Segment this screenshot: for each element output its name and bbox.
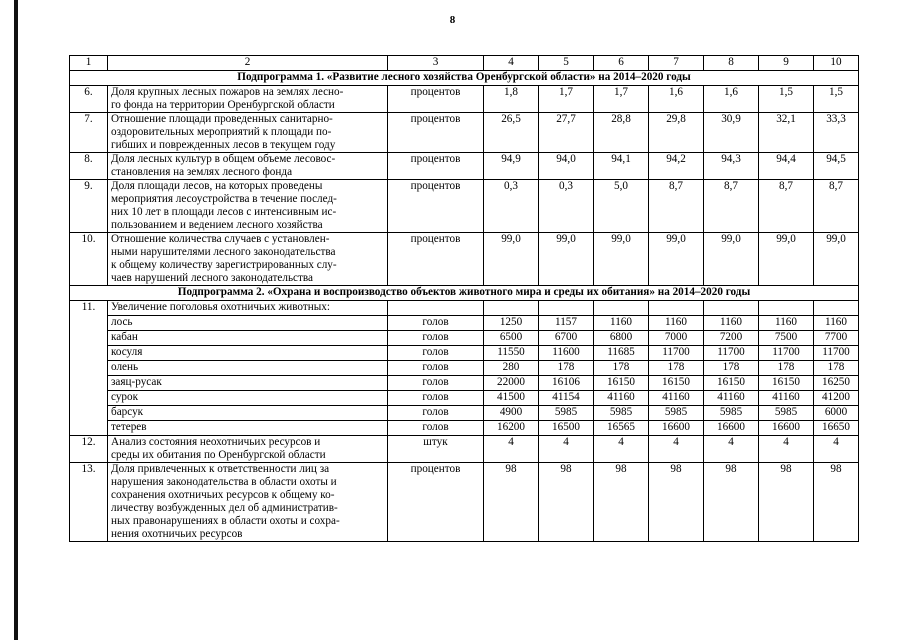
value-cell: 8,7 [649, 180, 704, 233]
value-cell: 5985 [759, 406, 814, 421]
value-cell: 178 [759, 361, 814, 376]
column-number-row [70, 56, 859, 71]
unit-cell: голов [388, 391, 484, 406]
value-cell: 1,7 [594, 86, 649, 113]
value-cell: 5985 [649, 406, 704, 421]
value-cell: 5985 [539, 406, 594, 421]
value-cell: 1160 [704, 316, 759, 331]
text-line: становления на землях лесного фонда [111, 166, 293, 178]
table-row [70, 301, 859, 316]
value-cell: 8,7 [759, 180, 814, 233]
value-cell: 11700 [814, 346, 859, 361]
unit-cell: голов [388, 421, 484, 436]
value-cell: 178 [704, 361, 759, 376]
value-cell: 4 [704, 436, 759, 463]
value-cell: 41500 [484, 391, 539, 406]
value-cell: 94,1 [594, 153, 649, 180]
value-cell: 41160 [759, 391, 814, 406]
value-cell: 8,7 [814, 180, 859, 233]
value-cell: 22000 [484, 376, 539, 391]
value-cell: 7500 [759, 331, 814, 346]
value-cell: 8,7 [704, 180, 759, 233]
value-cell: 1,6 [649, 86, 704, 113]
page-number: 8 [449, 14, 456, 26]
value-cell: 11685 [594, 346, 649, 361]
animal-name: тетерев [108, 421, 388, 436]
value-cell: 94,3 [704, 153, 759, 180]
empty-cell [704, 301, 759, 316]
value-cell: 0,3 [484, 180, 539, 233]
table-row [70, 233, 859, 286]
animal-row [70, 316, 859, 331]
text-line: Доля лесных культур в общем объеме лесовос- [111, 153, 336, 165]
value-cell: 7000 [649, 331, 704, 346]
scan-edge-bar [14, 0, 18, 640]
value-cell: 16150 [594, 376, 649, 391]
value-cell: 6700 [539, 331, 594, 346]
table-row [70, 180, 859, 233]
value-cell: 99,0 [814, 233, 859, 286]
value-cell: 16106 [539, 376, 594, 391]
indicator-name [108, 436, 388, 463]
row-number: 13. [70, 463, 108, 542]
text-line: нения охотничьих ресурсов [111, 528, 243, 540]
value-cell: 4 [484, 436, 539, 463]
value-cell: 1,5 [814, 86, 859, 113]
animal-row [70, 391, 859, 406]
value-cell: 4 [539, 436, 594, 463]
value-cell: 94,4 [759, 153, 814, 180]
empty-cell [759, 301, 814, 316]
column-number: 8 [704, 56, 759, 71]
column-number: 5 [539, 56, 594, 71]
unit-cell: голов [388, 331, 484, 346]
unit-cell: процентов [388, 86, 484, 113]
value-cell: 4 [759, 436, 814, 463]
unit-cell: процентов [388, 113, 484, 153]
value-cell: 1160 [594, 316, 649, 331]
value-cell: 41160 [704, 391, 759, 406]
text-line: Доля крупных лесных пожаров на землях лесно- [111, 86, 344, 98]
animal-name: сурок [108, 391, 388, 406]
value-cell: 99,0 [594, 233, 649, 286]
row-number: 11. [70, 301, 108, 436]
table-row [70, 153, 859, 180]
subprogram-2-row [70, 286, 859, 301]
indicator-name [108, 180, 388, 233]
value-cell: 16150 [649, 376, 704, 391]
animal-name: лось [108, 316, 388, 331]
value-cell: 32,1 [759, 113, 814, 153]
text-line: нарушения законодательства в области охоты и [111, 476, 337, 488]
unit-cell: процентов [388, 153, 484, 180]
empty-cell [388, 301, 484, 316]
value-cell: 7200 [704, 331, 759, 346]
text-line: ных правонарушениях в области охоты и сохра- [111, 515, 340, 527]
unit-cell: процентов [388, 233, 484, 286]
value-cell: 1,6 [704, 86, 759, 113]
value-cell: 28,8 [594, 113, 649, 153]
text-line: го фонда на территории Оренбургской области [111, 99, 335, 111]
subprogram-title: Подпрограмма 2. «Охрана и воспроизводство объектов животного мира и среды их обитания» на 2014–2020 годы [70, 286, 859, 301]
value-cell: 280 [484, 361, 539, 376]
unit-cell: голов [388, 406, 484, 421]
value-cell: 16250 [814, 376, 859, 391]
text-line: среды их обитания по Оренбургской области [111, 449, 326, 461]
row-number: 12. [70, 436, 108, 463]
value-cell: 41154 [539, 391, 594, 406]
text-line: Доля площади лесов, на которых проведены [111, 180, 323, 192]
value-cell: 11700 [649, 346, 704, 361]
empty-cell [594, 301, 649, 316]
value-cell: 7700 [814, 331, 859, 346]
indicators-table [69, 55, 859, 542]
value-cell: 178 [594, 361, 649, 376]
value-cell: 99,0 [704, 233, 759, 286]
column-number: 1 [70, 56, 108, 71]
animal-name: олень [108, 361, 388, 376]
value-cell: 98 [704, 463, 759, 542]
value-cell: 178 [814, 361, 859, 376]
value-cell: 1160 [814, 316, 859, 331]
value-cell: 4 [814, 436, 859, 463]
value-cell: 94,2 [649, 153, 704, 180]
value-cell: 98 [814, 463, 859, 542]
table-row [70, 113, 859, 153]
text-line: оздоровительных мероприятий к площади по- [111, 126, 332, 138]
value-cell: 4 [594, 436, 649, 463]
value-cell: 11700 [704, 346, 759, 361]
value-cell: 98 [649, 463, 704, 542]
animal-row [70, 421, 859, 436]
value-cell: 11700 [759, 346, 814, 361]
value-cell: 6000 [814, 406, 859, 421]
value-cell: 0,3 [539, 180, 594, 233]
value-cell: 1,8 [484, 86, 539, 113]
animal-name: косуля [108, 346, 388, 361]
table-row [70, 463, 859, 542]
value-cell: 16600 [704, 421, 759, 436]
value-cell: 98 [484, 463, 539, 542]
text-line: Отношение количества случаев с установлен- [111, 233, 330, 245]
text-line: сохранения охотничьих ресурсов к общему ко- [111, 489, 335, 501]
text-line: гибших и поврежденных лесов в текущем году [111, 139, 336, 151]
value-cell: 4 [649, 436, 704, 463]
value-cell: 6800 [594, 331, 649, 346]
value-cell: 98 [594, 463, 649, 542]
value-cell: 26,5 [484, 113, 539, 153]
animal-row [70, 331, 859, 346]
value-cell: 16150 [704, 376, 759, 391]
value-cell: 16600 [649, 421, 704, 436]
value-cell: 16565 [594, 421, 649, 436]
indicator-name [108, 463, 388, 542]
empty-cell [539, 301, 594, 316]
text-line: чаев нарушений лесного законодательства [111, 272, 314, 284]
value-cell: 30,9 [704, 113, 759, 153]
value-cell: 1157 [539, 316, 594, 331]
text-line: к общему количеству зарегистрированных слу- [111, 259, 337, 271]
animal-name: кабан [108, 331, 388, 346]
unit-cell: голов [388, 361, 484, 376]
column-number: 2 [108, 56, 388, 71]
value-cell: 5,0 [594, 180, 649, 233]
indicator-name [108, 86, 388, 113]
indicator-name [108, 113, 388, 153]
value-cell: 94,5 [814, 153, 859, 180]
value-cell: 98 [539, 463, 594, 542]
row-number: 7. [70, 113, 108, 153]
text-line: личеству возбужденных дел об административ- [111, 502, 338, 514]
animal-row [70, 406, 859, 421]
row-number: 9. [70, 180, 108, 233]
indicator-name [108, 233, 388, 286]
value-cell: 41160 [649, 391, 704, 406]
value-cell: 41200 [814, 391, 859, 406]
text-line: Отношение площади проведенных санитарно- [111, 113, 333, 125]
unit-cell: штук [388, 436, 484, 463]
text-line: Анализ состояния неохотничьих ресурсов и [111, 436, 321, 448]
text-line: Доля привлеченных к ответственности лиц за [111, 463, 330, 475]
unit-cell: процентов [388, 180, 484, 233]
text-line: пользованием и ведением лесного хозяйства [111, 219, 323, 231]
unit-cell: процентов [388, 463, 484, 542]
indicator-name: Увеличение поголовья охотничьих животных: [108, 301, 388, 316]
value-cell: 5985 [704, 406, 759, 421]
value-cell: 4900 [484, 406, 539, 421]
unit-cell: голов [388, 346, 484, 361]
value-cell: 41160 [594, 391, 649, 406]
value-cell: 1160 [649, 316, 704, 331]
subprogram-title: Подпрограмма 1. «Развитие лесного хозяйства Оренбургской области» на 2014–2020 годы [70, 71, 859, 86]
column-number: 4 [484, 56, 539, 71]
unit-cell: голов [388, 316, 484, 331]
value-cell: 29,8 [649, 113, 704, 153]
row-number: 8. [70, 153, 108, 180]
column-number: 7 [649, 56, 704, 71]
value-cell: 178 [649, 361, 704, 376]
empty-cell [814, 301, 859, 316]
subprogram-1-row [70, 71, 859, 86]
value-cell: 99,0 [484, 233, 539, 286]
row-number: 6. [70, 86, 108, 113]
table-row [70, 436, 859, 463]
text-line: ными нарушителями лесного законодательства [111, 246, 336, 258]
value-cell: 99,0 [649, 233, 704, 286]
value-cell: 16600 [759, 421, 814, 436]
column-number: 3 [388, 56, 484, 71]
table-row [70, 86, 859, 113]
value-cell: 1160 [759, 316, 814, 331]
value-cell: 5985 [594, 406, 649, 421]
value-cell: 94,0 [539, 153, 594, 180]
unit-cell: голов [388, 376, 484, 391]
row-number: 10. [70, 233, 108, 286]
column-number: 9 [759, 56, 814, 71]
value-cell: 16650 [814, 421, 859, 436]
value-cell: 16200 [484, 421, 539, 436]
animal-row [70, 376, 859, 391]
animal-row [70, 361, 859, 376]
value-cell: 99,0 [539, 233, 594, 286]
value-cell: 1,5 [759, 86, 814, 113]
value-cell: 1250 [484, 316, 539, 331]
value-cell: 11600 [539, 346, 594, 361]
text-line: них 10 лет в площади лесов с интенсивным ис- [111, 206, 337, 218]
value-cell: 16500 [539, 421, 594, 436]
empty-cell [649, 301, 704, 316]
value-cell: 33,3 [814, 113, 859, 153]
animal-name: барсук [108, 406, 388, 421]
value-cell: 16150 [759, 376, 814, 391]
value-cell: 94,9 [484, 153, 539, 180]
value-cell: 11550 [484, 346, 539, 361]
empty-cell [484, 301, 539, 316]
column-number: 6 [594, 56, 649, 71]
value-cell: 1,7 [539, 86, 594, 113]
value-cell: 27,7 [539, 113, 594, 153]
column-number: 10 [814, 56, 859, 71]
value-cell: 99,0 [759, 233, 814, 286]
value-cell: 98 [759, 463, 814, 542]
value-cell: 178 [539, 361, 594, 376]
value-cell: 6500 [484, 331, 539, 346]
text-line: мероприятия лесоустройства в течение послед- [111, 193, 337, 205]
animal-row [70, 346, 859, 361]
indicator-name [108, 153, 388, 180]
animal-name: заяц-русак [108, 376, 388, 391]
